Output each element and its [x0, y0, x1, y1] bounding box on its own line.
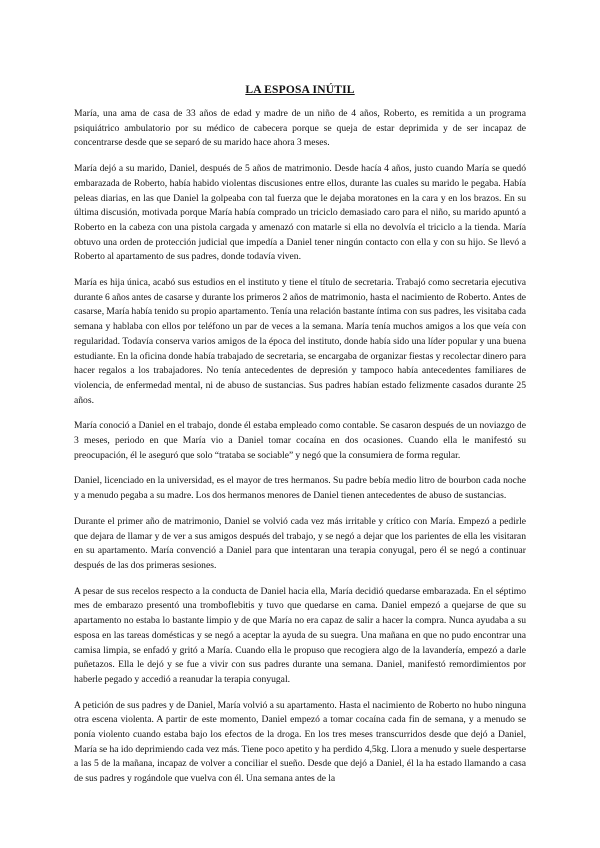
paragraph-pregnancy: A pesar de sus recelos respecto a la conducta de Daniel hacia ella, María decidió quedarse embarazada. En el séptimo mes de embarazo presentó una tromboflebitis y tuvo que quedarse en cama. Daniel empezó a quejarse de que su apartamento no estaba lo bastante limpio y de que María no era capaz de salir a hacer la compra. Nunca ayudaba a su esposa en las tareas domésticas y se negó a aceptar la ayuda de su suegra. Una mañana en que no pudo encontrar una camisa limpia, se enfadó y gritó a María. Cuando ella le propuso que recogiera algo de la lavandería, empezó a darle puñetazos. Ella le dejó y se fue a vivir con sus padres durante una semana. Daniel, manifestó remordimientos por haberle pegado y accedió a reanudar la terapia conyugal. [74, 585, 526, 685]
paragraph-first-year: Durante el primer año de matrimonio, Daniel se volvió cada vez más irritable y crítico con María. Empezó a pedirle que dejara de llamar y de ver a sus amigos después del trabajo, y se negó a dejar que los parientes de ella les visitaran en su apartamento. María convenció a Daniel para que intentaran una terapia conyugal, pero él se negó a continuar después de las dos primeras sesiones. [74, 515, 526, 571]
paragraph-intro: María, una ama de casa de 33 años de edad y madre de un niño de 4 años, Roberto, es remitida a un programa psiquiátrico ambulatorio por su médico de cabecera porque se queja de estar deprimida y de ser incapaz de concentrarse desde que se separó de su marido hace ahora 3 meses. [74, 108, 526, 149]
document-title: LA ESPOSA INÚTIL [245, 84, 355, 96]
paragraph-return: A petición de sus padres y de Daniel, María volvió a su apartamento. Hasta el nacimiento de Roberto no hubo ninguna otra escena violenta. A partir de este momento, Daniel empezó a tomar cocaína cada fin de semana, y a menudo se ponía violento cuando estaba bajo los efectos de la droga. En los tres meses transcurridos desde que dejó a Daniel, María se ha ido deprimiendo cada vez más. Tiene poco apetito y ha perdido 4,5kg. Llora a menudo y suele despertarse a las 5 de la mañana, incapaz de volver a conciliar el sueño. Desde que dejó a Daniel, él la ha estado llamando a casa de sus padres y rogándole que vuelva con él. Una semana antes de la [74, 699, 526, 785]
paragraph-husband-family: Daniel, licenciado en la universidad, es el mayor de tres hermanos. Su padre bebía medio litro de bourbon cada noche y a menudo pegaba a su madre. Los dos hermanos menores de Daniel tienen antecedentes de abuso de sustancias. [74, 475, 526, 502]
paragraph-separation: María dejó a su marido, Daniel, después de 5 años de matrimonio. Desde hacía 4 años, justo cuando María se quedó embarazada de Roberto, había habido violentas discusiones entre ellos, durante las cuales su marido le pegaba. Había peleas diarias, en las que Daniel la golpeaba con tal fuerza que le dejaba moratones en la cara y en los brazos. En su última discusión, motivada porque María había comprado un triciclo demasiado caro para el niño, su marido apuntó a Roberto en la cabeza con una pistola cargada y amenazó con matarle si ella no devolvía el triciclo a la tienda. María obtuvo una orden de protección judicial que impedía a Daniel tener ningún contacto con ella y con su hijo. Se llevó a Roberto al apartamento de sus padres, donde todavía viven. [74, 163, 526, 263]
paragraph-meeting: María conoció a Daniel en el trabajo, donde él estaba empleado como contable. Se casaron después de un noviazgo de 3 meses, periodo en que María vio a Daniel tomar cocaína en dos ocasiones. Cuando ella le manifestó su preocupación, él le aseguró que solo “trataba se sociable” y negó que la consumiera de forma regular. [74, 420, 526, 461]
document-body [74, 107, 526, 798]
paragraph-background: María es hija única, acabó sus estudios en el instituto y tiene el título de secretaria. Trabajó como secretaria ejecutiva durante 6 años antes de casarse y durante los primeros 2 años de matrimonio, hasta el nacimiento de Roberto. Antes de casarse, María había tenido su propio apartamento. Tenía una relación bastante íntima con sus padres, les visitaba cada semana y hablaba con ellos por teléfono un par de veces a la semana. María tenía muchos amigos a los que veía con regularidad. Todavía conserva varios amigos de la época del instituto, donde había sido una líder popular y una buena estudiante. En la oficina donde había trabajado de secretaria, se encargaba de organizar fiestas y recolectar dinero para hacer regalos a los trabajadores. No tenía antecedentes de depresión y tampoco había antecedentes familiares de violencia, de enfermedad mental, ni de abuso de sustancias. Sus padres habían estado felizmente casados durante 25 años. [74, 277, 526, 406]
